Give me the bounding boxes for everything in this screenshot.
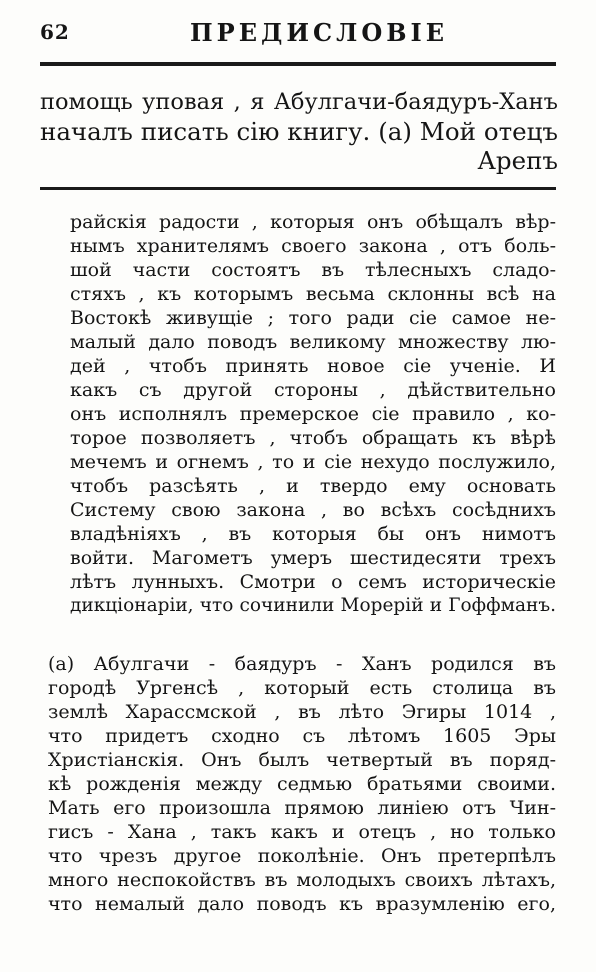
text-line: дей , чтобъ принять новое сiе ученiе. И — [70, 355, 556, 377]
text-line: чтобъ разсѣять , и твердо ему основать — [70, 475, 556, 497]
text-line: Востокѣ живущiе ; того ради сiе самое не- — [70, 307, 556, 329]
text-line: малый дало поводъ великому множеству лю- — [70, 331, 556, 353]
main-text-block — [70, 210, 556, 618]
footnote-line: городѣ Ургенсѣ , который есть столица въ — [48, 677, 556, 699]
catchword: Арепъ — [477, 146, 558, 175]
text-line: шой части состоятъ въ тѣлесныхъ сладо- — [70, 259, 556, 281]
section-rule — [40, 187, 556, 190]
text-line: какъ съ другой стороны , дѣйствительно — [70, 379, 556, 401]
text-line: нымъ хранителямъ своего закона , отъ боль- — [70, 235, 556, 257]
footnote-line: что придетъ сходно съ лѣтомъ 1605 Эры — [48, 725, 556, 747]
text-line: началъ писать сiю книгу. (а) Мой отецъ — [40, 117, 558, 146]
footnote-line: Христiанскiя. Онъ былъ четвертый въ поряд- — [48, 749, 556, 771]
footnote-line: кѣ рожденiя между седмью братьями своими. — [48, 773, 556, 795]
footnote-line: землѣ Харассмской , въ лѣто Эгиры 1014 , — [48, 701, 556, 723]
footnote-line: много неспокойствъ въ молодыхъ своихъ лѣтахъ, — [48, 869, 556, 891]
text-line: райскiя радости , которыя онъ обѣщалъ вѣр- — [70, 211, 556, 233]
footnote-line: что чрезъ другое поколѣнiе. Онъ претерпѣлъ — [48, 845, 556, 867]
continuation-paragraph — [40, 88, 558, 175]
text-line: онъ исполнялъ премерское сiе правило , ко- — [70, 403, 556, 425]
text-line: владѣнiяхъ , въ которыя бы онъ нимотъ — [70, 523, 556, 545]
text-line: торое позволяетъ , чтобъ обращать къ вѣрѣ — [70, 427, 556, 449]
text-line: Систему свою закона , во всѣхъ сосѣднихъ — [70, 499, 556, 521]
text-line: дикцiонарiи, что сочинили Морерiй и Гоффманъ. — [70, 595, 556, 616]
footnote-block — [48, 652, 556, 916]
text-line: лѣтъ лунныхъ. Смотри о семъ историческiе — [70, 571, 556, 593]
footnote-line: (а) Абулгачи - баядуръ - Ханъ родился въ — [48, 653, 556, 675]
text-line: стяхъ , къ которымъ весьма склонны всѣ на — [70, 283, 556, 305]
text-line: помощь уповая , я Абулгачи-баядуръ-Ханъ — [40, 89, 558, 115]
footnote-line: Мать его произошла прямою линiею отъ Чин- — [48, 797, 556, 819]
text-line: войти. Магометъ умеръ шестидесяти трехъ — [70, 547, 556, 569]
text-line: мечемъ и огнемъ , то и сiе нехудо послужило, — [70, 451, 556, 473]
footnote-line: что немалый дало поводъ къ вразумленiю его, — [48, 893, 556, 915]
footnote-line: гисъ - Хана , такъ какъ и отецъ , но только — [48, 821, 556, 843]
header-rule — [40, 62, 556, 66]
page-number: 62 — [40, 20, 70, 44]
running-title: ПРЕДИСЛОВIЕ — [190, 18, 449, 47]
